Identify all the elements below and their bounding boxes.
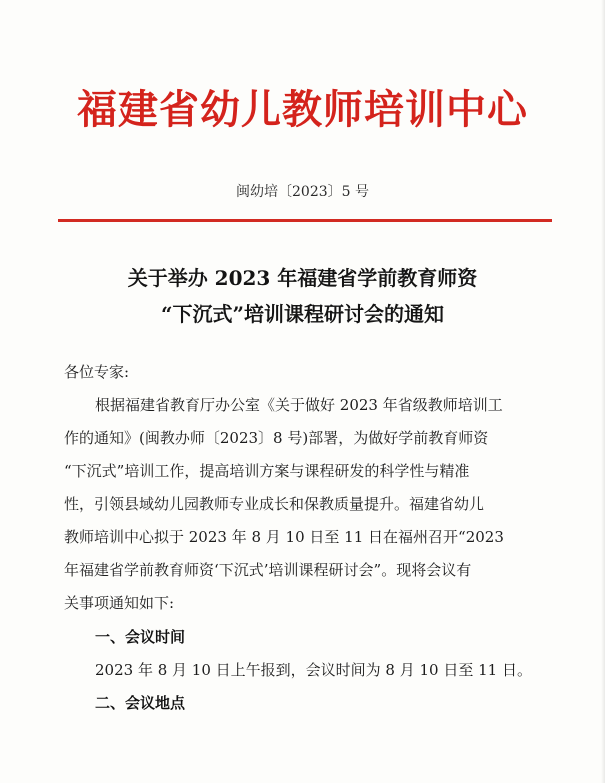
body-paragraph-line: 性，引领县域幼儿园教师专业成长和保教质量提升。福建省幼儿 bbox=[64, 495, 485, 513]
section-heading-meeting-location: 二、会议地点 bbox=[95, 694, 186, 712]
document-number: 闽幼培〔2023〕5 号 bbox=[236, 184, 369, 200]
body-paragraph-line: 作的通知》(闽教办师〔2023〕8 号)部署，为做好学前教育师资 bbox=[64, 429, 489, 447]
meeting-time-text: 2023 年 8 月 10 日上午报到，会议时间为 8 月 10 日至 11 日。 bbox=[95, 661, 532, 679]
salutation: 各位专家: bbox=[64, 363, 130, 381]
document-title-line-2: “下沉式”培训课程研讨会的通知 bbox=[160, 302, 444, 326]
body-paragraph-line: 根据福建省教育厅办公室《关于做好 2023 年省级教师培训工 bbox=[95, 396, 503, 414]
page-edge-shadow bbox=[601, 0, 605, 783]
body-paragraph-line: 教师培训中心拟于 2023 年 8 月 10 日至 11 日在福州召开“2023 bbox=[64, 528, 504, 546]
body-paragraph-line: 关事项通知如下: bbox=[64, 594, 175, 612]
red-divider-line bbox=[58, 219, 552, 222]
issuing-organization-masthead: 福建省幼儿教师培训中心 bbox=[77, 86, 528, 133]
section-heading-meeting-time: 一、会议时间 bbox=[95, 628, 186, 646]
body-paragraph-line: “下沉式”培训工作，提高培训方案与课程研发的科学性与精准 bbox=[64, 462, 470, 480]
body-paragraph-line: 年福建省学前教育师资‘下沉式’培训课程研讨会”。现将会议有 bbox=[64, 561, 472, 579]
document-title-line-1: 关于举办 2023 年福建省学前教育师资 bbox=[127, 266, 478, 290]
